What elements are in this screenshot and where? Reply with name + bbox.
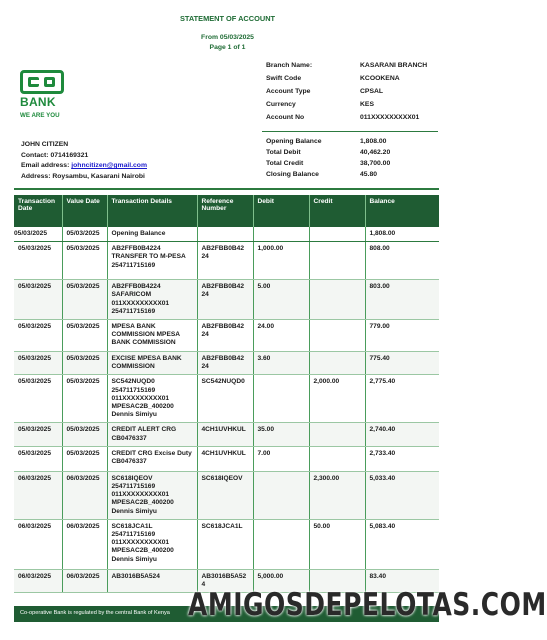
table-cell: SC542NUQD0 254711715169 011XXXXXXXXX01 MPESAC2B_400200 Dennis Simiyu — [107, 375, 197, 423]
col-value-date: Value Date — [62, 195, 107, 227]
table-cell: 05/03/2025 — [62, 227, 107, 242]
table-cell: 05/03/2025 — [62, 280, 107, 320]
table-cell — [309, 242, 365, 280]
table-cell: 2,740.40 — [365, 423, 439, 446]
table-cell: 06/03/2025 — [14, 569, 62, 592]
logo-tagline: WE ARE YOU — [20, 112, 60, 119]
table-cell — [309, 320, 365, 352]
table-cell: 05/03/2025 — [62, 446, 107, 471]
table-row — [14, 519, 439, 569]
table-cell: 3.60 — [253, 352, 309, 375]
table-cell: 06/03/2025 — [62, 471, 107, 519]
account-type-label: Account Type — [266, 88, 311, 95]
swift-code-label: Swift Code — [266, 75, 302, 82]
table-cell: 05/03/2025 — [14, 227, 62, 242]
customer-contact: Contact: 0714169321 — [21, 151, 89, 159]
table-cell: AB3016B5A52 4 — [197, 569, 253, 592]
col-reference-number: Reference Number — [197, 195, 253, 227]
col-transaction-date: Transaction Date — [14, 195, 62, 227]
table-cell: 4CH1UVHKUL — [197, 446, 253, 471]
email-label: Email address: — [21, 162, 70, 170]
table-cell: 1,808.00 — [365, 227, 439, 242]
table-cell: 05/03/2025 — [14, 352, 62, 375]
table-row — [14, 352, 439, 375]
table-cell: 83.40 — [365, 569, 439, 592]
table-cell — [309, 423, 365, 446]
table-cell: 05/03/2025 — [62, 375, 107, 423]
table-cell — [253, 227, 309, 242]
col-debit: Debit — [253, 195, 309, 227]
table-cell: AB2FBB0B42 24 — [197, 280, 253, 320]
table-cell: 05/03/2025 — [14, 423, 62, 446]
table-row — [14, 446, 439, 471]
table-cell: 05/03/2025 — [62, 423, 107, 446]
total-credit-label: Total Credit — [266, 160, 304, 167]
table-cell: EXCISE MPESA BANK COMMISSION — [107, 352, 197, 375]
table-cell: 05/03/2025 — [62, 352, 107, 375]
col-transaction-details: Transaction Details — [107, 195, 197, 227]
opening-balance-label: Opening Balance — [266, 138, 322, 145]
table-cell: AB2FFB0B4224 SAFARICOM 011XXXXXXXXX01 254711715169 — [107, 280, 197, 320]
table-cell: CREDIT ALERT CRG CB0476337 — [107, 423, 197, 446]
section-divider — [14, 188, 439, 190]
customer-name: JOHN CITIZEN — [21, 141, 69, 148]
customer-details — [21, 140, 147, 182]
table-cell: CREDIT CRG Excise Duty CB0476337 — [107, 446, 197, 471]
statement-period: From 05/03/2025 — [201, 34, 254, 41]
swift-code-value: KCOOKENA — [360, 75, 400, 82]
table-cell: AB2FFB0B4224 TRANSFER TO M-PESA 254711715169 — [107, 242, 197, 280]
table-cell: SC618IQEOV — [197, 471, 253, 519]
table-cell: AB2FBB0B42 24 — [197, 242, 253, 280]
table-cell: 5,033.40 — [365, 471, 439, 519]
table-cell: 06/03/2025 — [62, 519, 107, 569]
table-cell: 05/03/2025 — [14, 280, 62, 320]
table-cell: 2,000.00 — [309, 375, 365, 423]
table-row — [14, 375, 439, 423]
table-cell — [309, 446, 365, 471]
total-debit-value: 40,462.20 — [360, 149, 391, 156]
table-cell: AB2FBB0B42 24 — [197, 320, 253, 352]
table-cell: AB2FBB0B42 24 — [197, 352, 253, 375]
table-cell — [309, 227, 365, 242]
table-cell: AB3016B5A524 — [107, 569, 197, 592]
customer-email-link[interactable]: johncitizen@gmail.com — [71, 162, 147, 170]
opening-balance-value: 1,808.00 — [360, 138, 387, 145]
table-cell: 779.00 — [365, 320, 439, 352]
table-cell: 06/03/2025 — [14, 519, 62, 569]
table-cell: 5,083.40 — [365, 519, 439, 569]
table-cell: SC618JCA1L 254711715169 011XXXXXXXXX01 MPESAC2B_400200 Dennis Simiyu — [107, 519, 197, 569]
table-cell: 05/03/2025 — [14, 446, 62, 471]
table-cell: 35.00 — [253, 423, 309, 446]
table-cell: 808.00 — [365, 242, 439, 280]
table-cell — [253, 519, 309, 569]
table-cell: 24.00 — [253, 320, 309, 352]
table-row — [14, 242, 439, 280]
table-cell: 05/03/2025 — [14, 375, 62, 423]
table-cell: 4CH1UVHKUL — [197, 423, 253, 446]
table-cell — [253, 375, 309, 423]
table-cell: 2,775.40 — [365, 375, 439, 423]
logo-bank-text: BANK — [20, 95, 56, 109]
total-debit-label: Total Debit — [266, 149, 301, 156]
customer-email-line — [21, 161, 147, 172]
table-cell: 5.00 — [253, 280, 309, 320]
table-cell: 06/03/2025 — [62, 569, 107, 592]
table-cell — [197, 227, 253, 242]
table-row — [14, 320, 439, 352]
table-cell — [253, 471, 309, 519]
table-cell: SC618JCA1L — [197, 519, 253, 569]
table-cell: 05/03/2025 — [62, 320, 107, 352]
table-header-row — [14, 195, 439, 227]
table-cell: 803.00 — [365, 280, 439, 320]
closing-balance-label: Closing Balance — [266, 171, 319, 178]
table-cell: 50.00 — [309, 519, 365, 569]
table-cell: 2,300.00 — [309, 471, 365, 519]
table-cell: 05/03/2025 — [14, 320, 62, 352]
page-number: Page 1 of 1 — [209, 44, 246, 51]
account-no-label: Account No — [266, 114, 305, 121]
col-credit: Credit — [309, 195, 365, 227]
col-balance: Balance — [365, 195, 439, 227]
table-row — [14, 280, 439, 320]
bank-logo — [20, 70, 68, 119]
customer-address: Address: Roysambu, Kasarani Nairobi — [21, 172, 145, 180]
account-type-value: CPSAL — [360, 88, 384, 95]
regulatory-footer: Co-operative Bank is regulated by the central Bank of Kenya — [14, 606, 439, 622]
opening-balance-row — [14, 227, 439, 242]
table-cell: 05/03/2025 — [14, 242, 62, 280]
table-cell — [309, 352, 365, 375]
info-divider — [262, 131, 438, 132]
branch-name-value: KASARANI BRANCH — [360, 62, 428, 69]
table-cell: Opening Balance — [107, 227, 197, 242]
transactions-table — [14, 195, 439, 593]
table-cell: 2,733.40 — [365, 446, 439, 471]
co-op-logo-icon — [20, 70, 64, 94]
table-cell: 5,000.00 — [253, 569, 309, 592]
closing-balance-value: 45.80 — [360, 171, 378, 178]
table-row — [14, 423, 439, 446]
branch-name-label: Branch Name: — [266, 62, 313, 69]
currency-value: KES — [360, 101, 374, 108]
total-credit-value: 38,700.00 — [360, 160, 391, 167]
watermark-text: AMIGOSDEPELOTAS.COM — [188, 586, 547, 623]
table-row — [14, 471, 439, 519]
table-cell: 06/03/2025 — [14, 471, 62, 519]
table-cell: 7.00 — [253, 446, 309, 471]
account-no-value: 011XXXXXXXXX01 — [360, 114, 420, 121]
table-cell: SC618IQEOV 254711715169 011XXXXXXXXX01 MPESAC2B_400200 Dennis Simiyu — [107, 471, 197, 519]
statement-title: STATEMENT OF ACCOUNT — [179, 14, 276, 23]
table-cell — [309, 280, 365, 320]
table-cell: 05/03/2025 — [62, 242, 107, 280]
currency-label: Currency — [266, 101, 296, 108]
table-cell: MPESA BANK COMMISSION MPESA BANK COMMISSION — [107, 320, 197, 352]
table-cell: 1,000.00 — [253, 242, 309, 280]
table-cell: SC542NUQD0 — [197, 375, 253, 423]
table-cell: 775.40 — [365, 352, 439, 375]
